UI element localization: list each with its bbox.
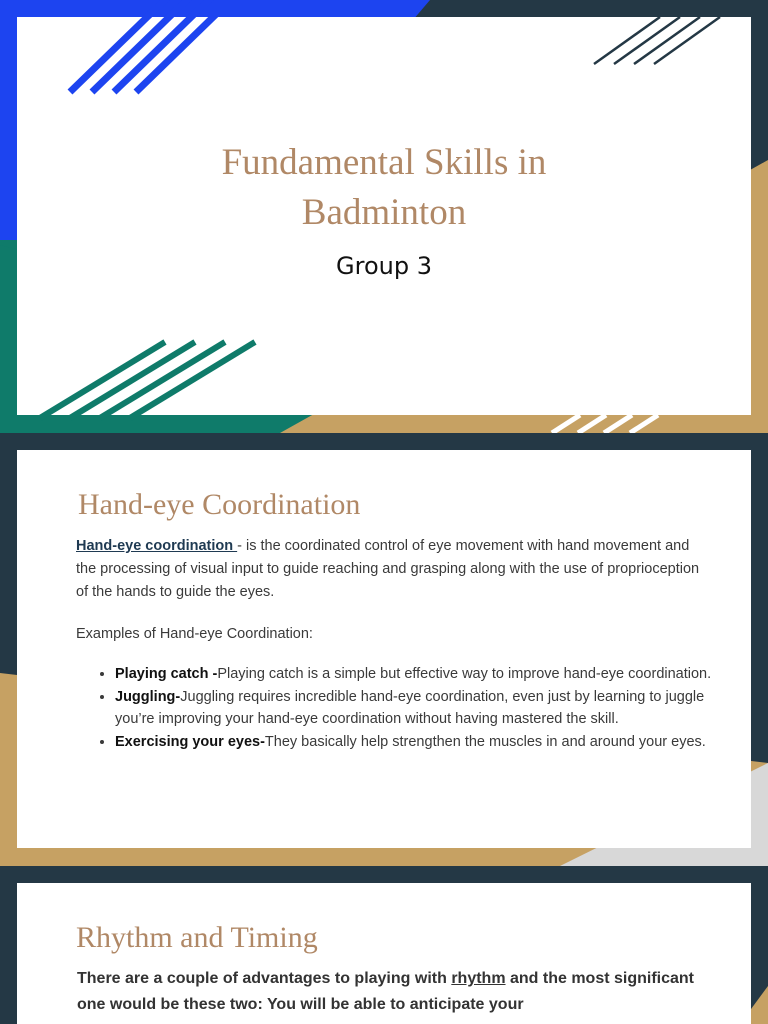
hand-eye-slide [0, 433, 768, 866]
bullet-text: They basically help strengthen the muscles in and around your eyes. [264, 733, 706, 750]
intro-paragraph [76, 535, 700, 604]
bullet-term: Playing catch - [115, 666, 218, 682]
rhythm-text-after: and the most significant one would be these two: You will be able to anticipate your [77, 970, 695, 1013]
bullet-text: Playing catch is a simple but effective way to improve hand-eye coordination. [217, 666, 712, 682]
rhythm-slide [0, 866, 768, 1024]
bullet-term: Exercising your eyes- [115, 733, 265, 750]
list-item [115, 686, 725, 731]
list-item [115, 663, 725, 686]
rhythm-link[interactable]: rhythm [451, 970, 506, 987]
examples-label: Examples of Hand-eye Coordination: [76, 626, 313, 642]
intro-definition: - is the coordinated control of eye movement with hand movement and the processing of visual input to guide reaching and grasping along with the use of proprioception of the hands to guide the eyes. [76, 538, 700, 600]
title-slide [0, 0, 768, 433]
examples-list [77, 663, 725, 753]
list-item [115, 731, 725, 754]
rhythm-text-before: There are a couple of advantages to playing with [77, 970, 452, 987]
section-heading: Rhythm and Timing [76, 921, 318, 954]
slide-title-line-1: Fundamental Skills in [221, 142, 547, 183]
bullet-term: Juggling- [115, 688, 181, 705]
bullet-text: Juggling requires incredible hand-eye coordination, even just by learning to juggle you’re improving your hand-eye coordination without having mastered the skill. [115, 688, 705, 727]
section-heading: Hand-eye Coordination [78, 488, 361, 521]
rhythm-paragraph [77, 966, 717, 1018]
slide-subtitle: Group 3 [336, 252, 432, 280]
slide-title [0, 138, 768, 238]
slide-title-line-2: Badminton [301, 192, 467, 233]
hand-eye-term-link[interactable]: Hand-eye coordination [76, 538, 238, 554]
